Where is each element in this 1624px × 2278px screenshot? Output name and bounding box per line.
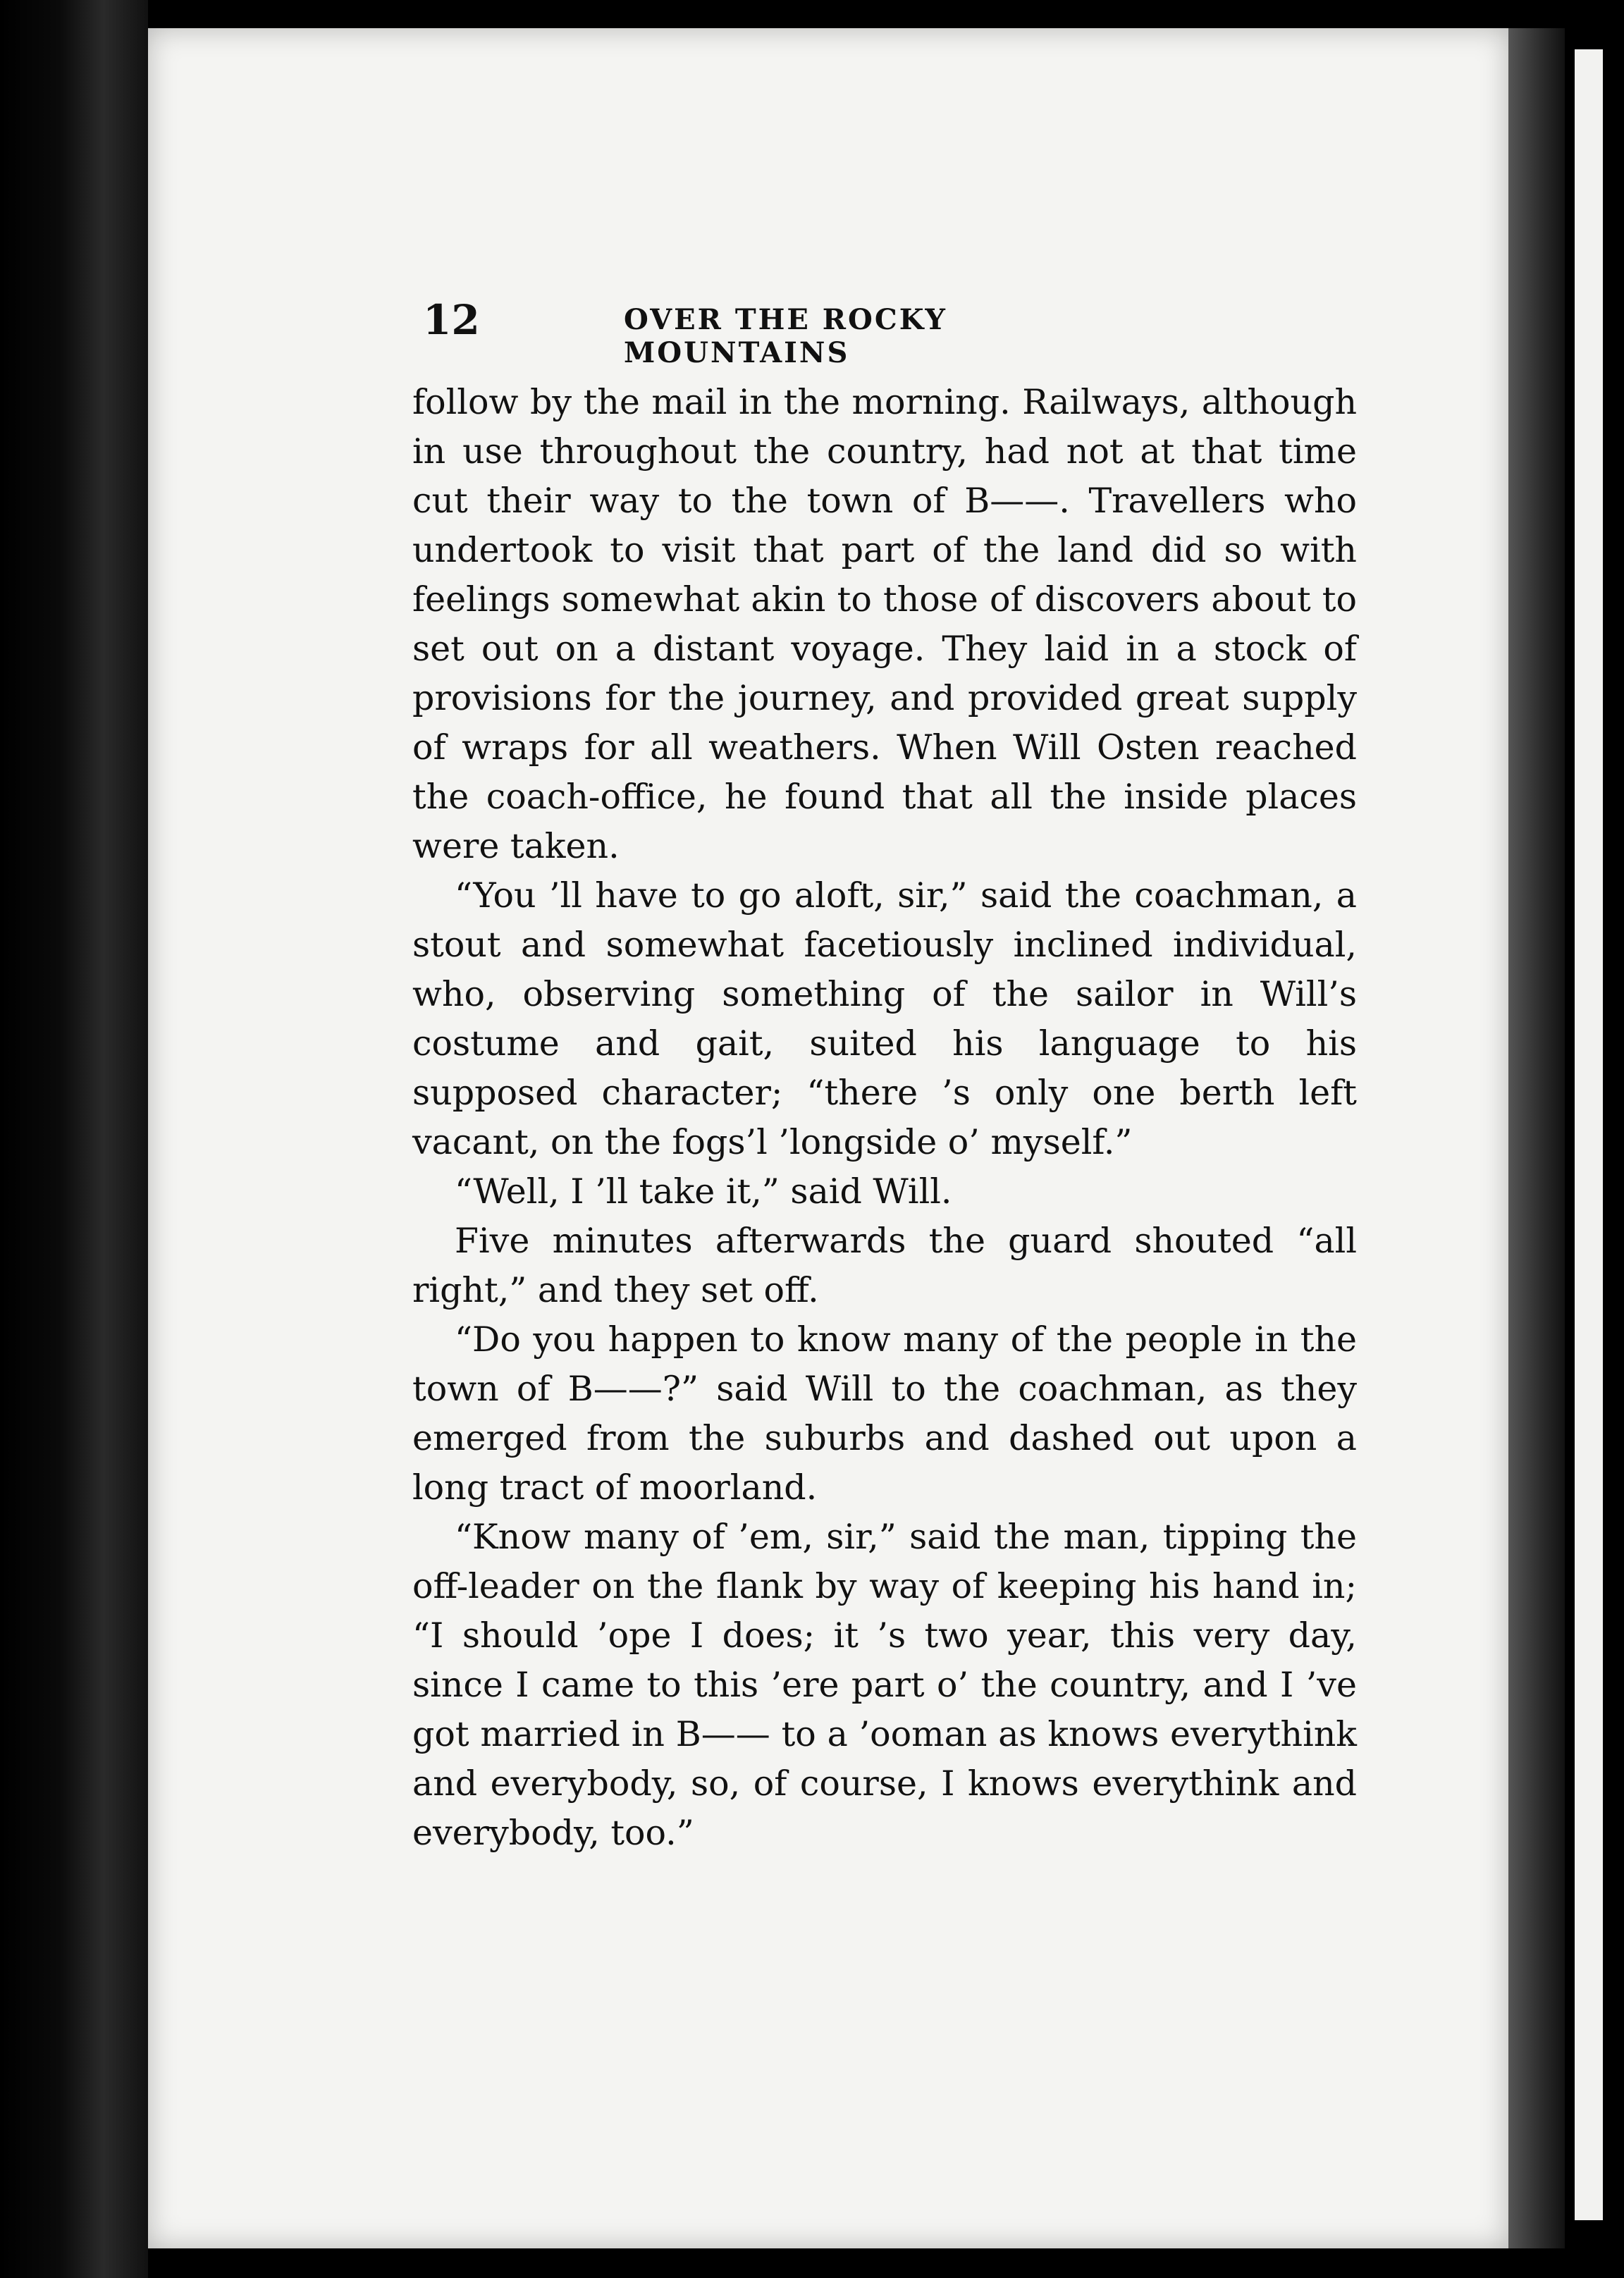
running-title: OVER THE ROCKY MOUNTAINS: [624, 303, 947, 369]
page-number: 12: [423, 296, 480, 344]
paragraph: “Do you happen to know many of the people in the town of B——?” said Will to the coachman, as they emerged from the suburbs and dashed out upon a long tract of moorland.: [412, 1319, 1357, 1508]
paragraph: “Know many of ’em, sir,” said the man, tipping the off-leader on the flank by way of keeping his hand in; “I should ’ope I does; it ’s two year, this very day, since I came to this ’ere part o’ the country, and I ’ve got married in B—— to a ’ooman as knows everythink and everybody, so, of course, I knows everythink and everybody, too.”: [412, 1517, 1357, 1853]
adjacent-page: [1565, 0, 1624, 2278]
body-text: [412, 378, 1357, 1858]
paragraph: Five minutes afterwards the guard shouted “all right,” and they set off.: [412, 1221, 1357, 1310]
paragraph: follow by the mail in the morning. Railways, although in use throughout the country, had not at that time cut their way to the town of B——. Travellers who undertook to visit that part of the land did so with feelings somewhat akin to those of discovers about to set out on a distant voyage. They laid in a stock of provisions for the journey, and provided great supply of wraps for all weathers. When Will Osten reached the coach-office, he found that all the inside places were taken.: [412, 382, 1357, 866]
book-spine-shadow: [0, 0, 148, 2278]
paragraph: “Well, I ’ll take it,” said Will.: [455, 1171, 952, 1212]
running-header: [423, 296, 1156, 369]
page-edge-shadow: [1508, 28, 1565, 2248]
paragraph: “You ’ll have to go aloft, sir,” said the coachman, a stout and somewhat facetiously inclined individual, who, observing something of the sailor in Will’s costume and gait, suited his language to his supposed character; “there ’s only one berth left vacant, on the fogs’l ’longside o’ myself.”: [412, 875, 1357, 1162]
adjacent-page-sliver: [1575, 49, 1603, 2220]
